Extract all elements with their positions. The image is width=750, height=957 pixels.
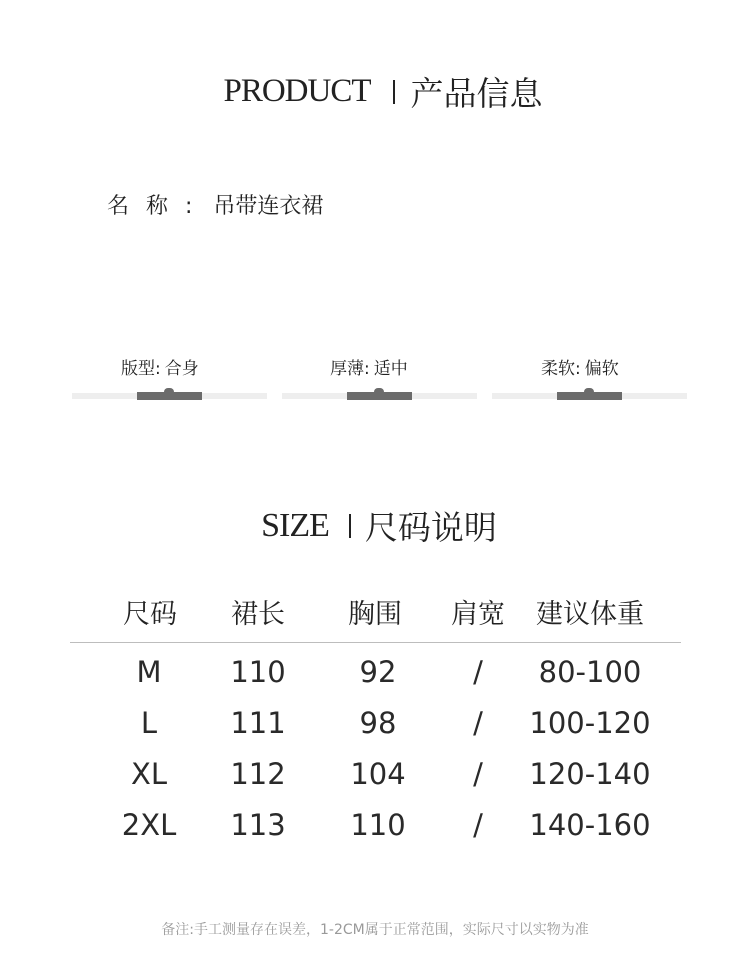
cell-shoulder: / (473, 706, 483, 740)
attribute-thickness (330, 354, 408, 379)
size-heading-zh: 尺码说明 (364, 508, 497, 547)
table-row (0, 706, 750, 738)
table-header-divider (70, 642, 681, 643)
attribute-value: 合身 (164, 359, 199, 379)
cell-weight: 140-160 (529, 808, 651, 842)
attribute-thickness-marker (347, 392, 412, 400)
attribute-value: 偏软 (584, 359, 619, 379)
cell-shoulder: / (473, 808, 483, 842)
column-header-size: 尺码 (123, 599, 177, 630)
measurement-note: 备注:手工测量存在误差，1-2CM属于正常范围，实际尺寸以实物为准 (161, 922, 589, 938)
attribute-label: 版型: (121, 359, 161, 379)
table-row (0, 808, 750, 840)
table-row (0, 757, 750, 789)
cell-bust: 98 (359, 706, 397, 740)
cell-shoulder: / (473, 757, 483, 791)
column-header-shoulder: 肩宽 (451, 599, 505, 630)
cell-length: 113 (230, 808, 286, 842)
attribute-softness (541, 354, 619, 379)
attribute-label: 厚薄: (330, 359, 370, 379)
cell-shoulder: / (473, 655, 483, 689)
cell-length: 111 (230, 706, 286, 740)
attribute-softness-marker (557, 392, 622, 400)
product-heading-en: PRODUCT (223, 73, 371, 109)
attribute-label: 柔软: (541, 359, 581, 379)
cell-bust: 92 (359, 655, 397, 689)
heading-divider (349, 514, 351, 538)
table-row (0, 655, 750, 687)
cell-weight: 100-120 (529, 706, 651, 740)
size-heading (4, 502, 750, 549)
attribute-fit (121, 354, 199, 379)
product-heading-zh: 产品信息 (410, 74, 543, 113)
attribute-softness-pointer (584, 388, 594, 392)
column-header-length: 裙长 (231, 599, 285, 630)
cell-weight: 120-140 (529, 757, 651, 791)
attribute-fit-pointer (164, 388, 174, 392)
cell-size: 2XL (121, 808, 177, 842)
heading-divider (393, 80, 395, 104)
column-header-bust: 胸围 (348, 599, 402, 630)
product-name-label: 名称: (107, 194, 210, 219)
cell-bust: 104 (350, 757, 406, 791)
cell-bust: 110 (350, 808, 406, 842)
attribute-value: 适中 (373, 359, 408, 379)
product-name-value: 吊带连衣裙 (213, 194, 324, 219)
cell-size: M (136, 655, 162, 689)
cell-length: 110 (230, 655, 286, 689)
cell-size: L (140, 706, 158, 740)
column-header-weight: 建议体重 (536, 599, 644, 630)
cell-weight: 80-100 (538, 655, 642, 689)
product-name-row (107, 189, 323, 220)
attribute-thickness-pointer (374, 388, 384, 392)
product-heading (8, 68, 750, 115)
cell-size: XL (130, 757, 168, 791)
cell-length: 112 (230, 757, 286, 791)
size-heading-en: SIZE (261, 506, 329, 544)
attribute-fit-marker (137, 392, 202, 400)
